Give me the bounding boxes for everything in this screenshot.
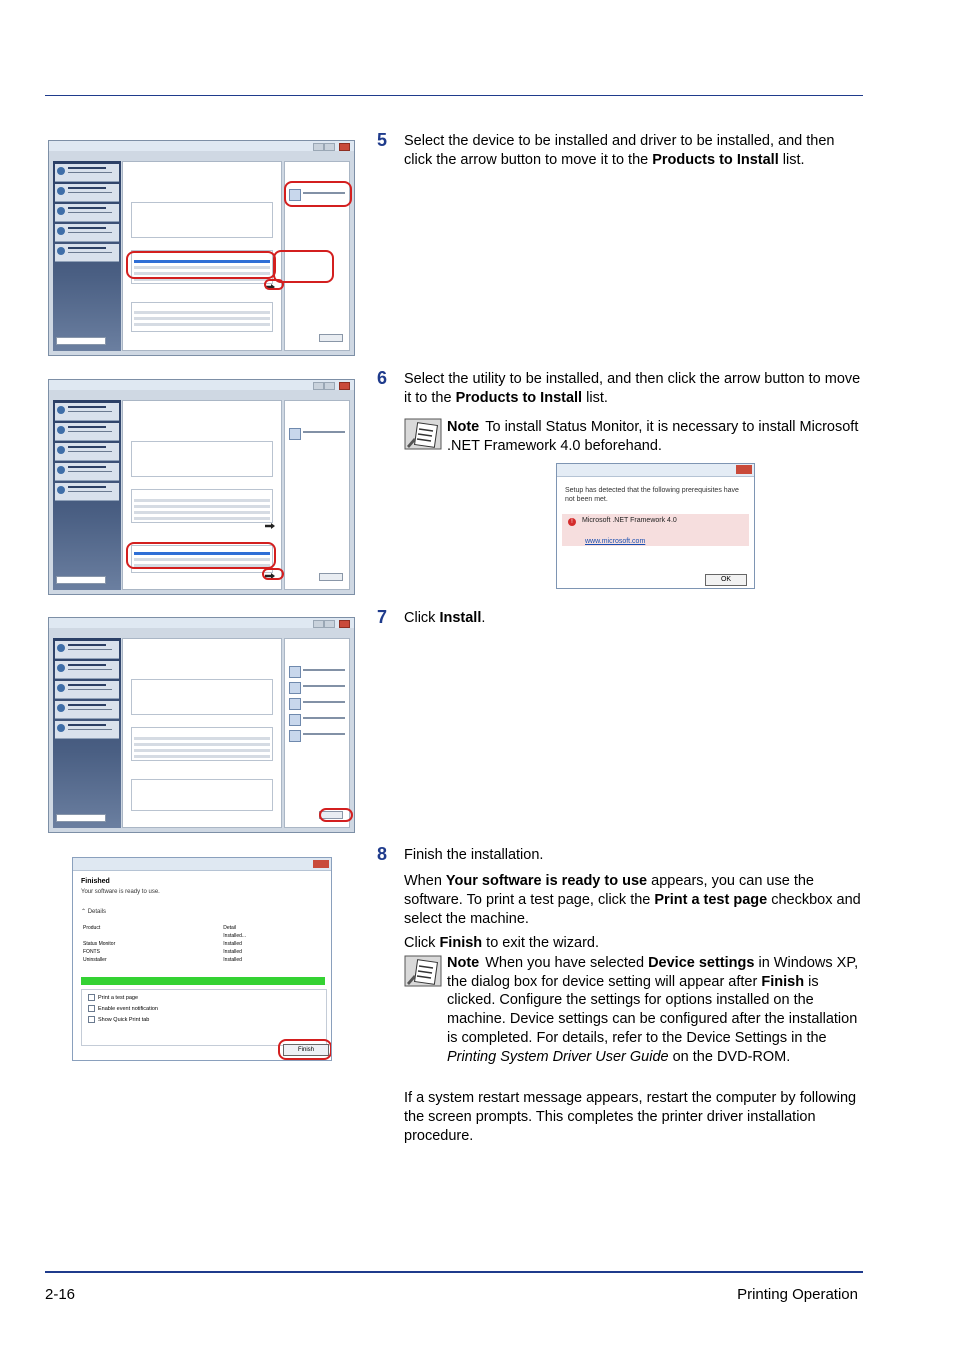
section-title: Printing Operation bbox=[737, 1286, 858, 1303]
step-number-7: 7 bbox=[377, 607, 388, 627]
installer-screenshot-step7 bbox=[48, 617, 355, 833]
page-number: 2-16 bbox=[45, 1286, 76, 1303]
step-8-ready-text: When Your software is ready to use appears, you can use the software. To print a test page, click the Print a test page checkbox and select the machine. bbox=[404, 873, 861, 927]
step-8-note: Note When you have selected Device settings in Windows XP, the dialog box for device setting will appear after Finish is clicked. Configure the settings for options installed on the machine. Device settings can be configured after the installation is completed. For details, refer to the Device Settings in the Printing System Driver User Guide on the DVD-ROM. bbox=[447, 955, 859, 1065]
error-icon: ! bbox=[568, 518, 576, 526]
step-8-restart-text: If a system restart message appears, restart the computer by following the screen prompts. This completes the printer driver installation procedure. bbox=[404, 1090, 857, 1144]
step-number-5: 5 bbox=[377, 130, 388, 150]
finished-subtitle: Your software is ready to use. bbox=[81, 889, 160, 895]
progress-bar bbox=[81, 977, 325, 985]
installer-screenshot-step6 bbox=[48, 379, 355, 595]
step-number-6: 6 bbox=[377, 368, 388, 388]
finished-dialog bbox=[72, 857, 332, 1061]
footer-rule bbox=[45, 1271, 863, 1273]
net-prerequisite-dialog bbox=[556, 463, 755, 589]
step-7-text: Click Install. bbox=[404, 610, 486, 626]
header-rule bbox=[45, 95, 863, 96]
close-icon[interactable] bbox=[313, 860, 329, 868]
print-test-page-checkbox[interactable]: Print a test page bbox=[88, 994, 138, 1002]
note-icon bbox=[404, 418, 442, 450]
step-6-text: Select the utility to be installed, and then click the arrow button to move it to the Products to Install list. bbox=[404, 371, 861, 406]
step-8-finish-text: Click Finish to exit the wizard. bbox=[404, 935, 600, 951]
finished-title: Finished bbox=[81, 878, 110, 885]
installer-screenshot-step5 bbox=[48, 140, 355, 356]
step-6-note: Note To install Status Monitor, it is necessary to install Microsoft .NET Framework 4.0 beforehand. bbox=[447, 419, 859, 454]
note-icon bbox=[404, 955, 442, 987]
prereq-message: Setup has detected that the following prerequisites have not been met. bbox=[565, 487, 739, 503]
close-icon[interactable] bbox=[736, 465, 752, 474]
ok-button[interactable]: OK bbox=[705, 574, 747, 586]
step-8-text: Finish the installation. bbox=[404, 847, 544, 863]
event-notification-checkbox[interactable]: Enable event notification bbox=[88, 1005, 158, 1013]
framework-name: Microsoft .NET Framework 4.0 bbox=[582, 517, 677, 524]
install-results-table: Product Detail Installed... Status Monitor Installed FONTS Installed Uninstaller Installed bbox=[83, 925, 247, 963]
step-number-8: 8 bbox=[377, 844, 388, 864]
quick-print-tab-checkbox[interactable]: Show Quick Print tab bbox=[88, 1016, 149, 1024]
finish-button[interactable]: Finish bbox=[283, 1044, 329, 1056]
details-toggle[interactable]: ⌃ Details bbox=[81, 909, 107, 915]
microsoft-link[interactable]: www.microsoft.com bbox=[585, 538, 646, 545]
step-5-text: Select the device to be installed and driver to be installed, and then click the arrow button to move it to the Products to Install list. bbox=[404, 133, 835, 168]
